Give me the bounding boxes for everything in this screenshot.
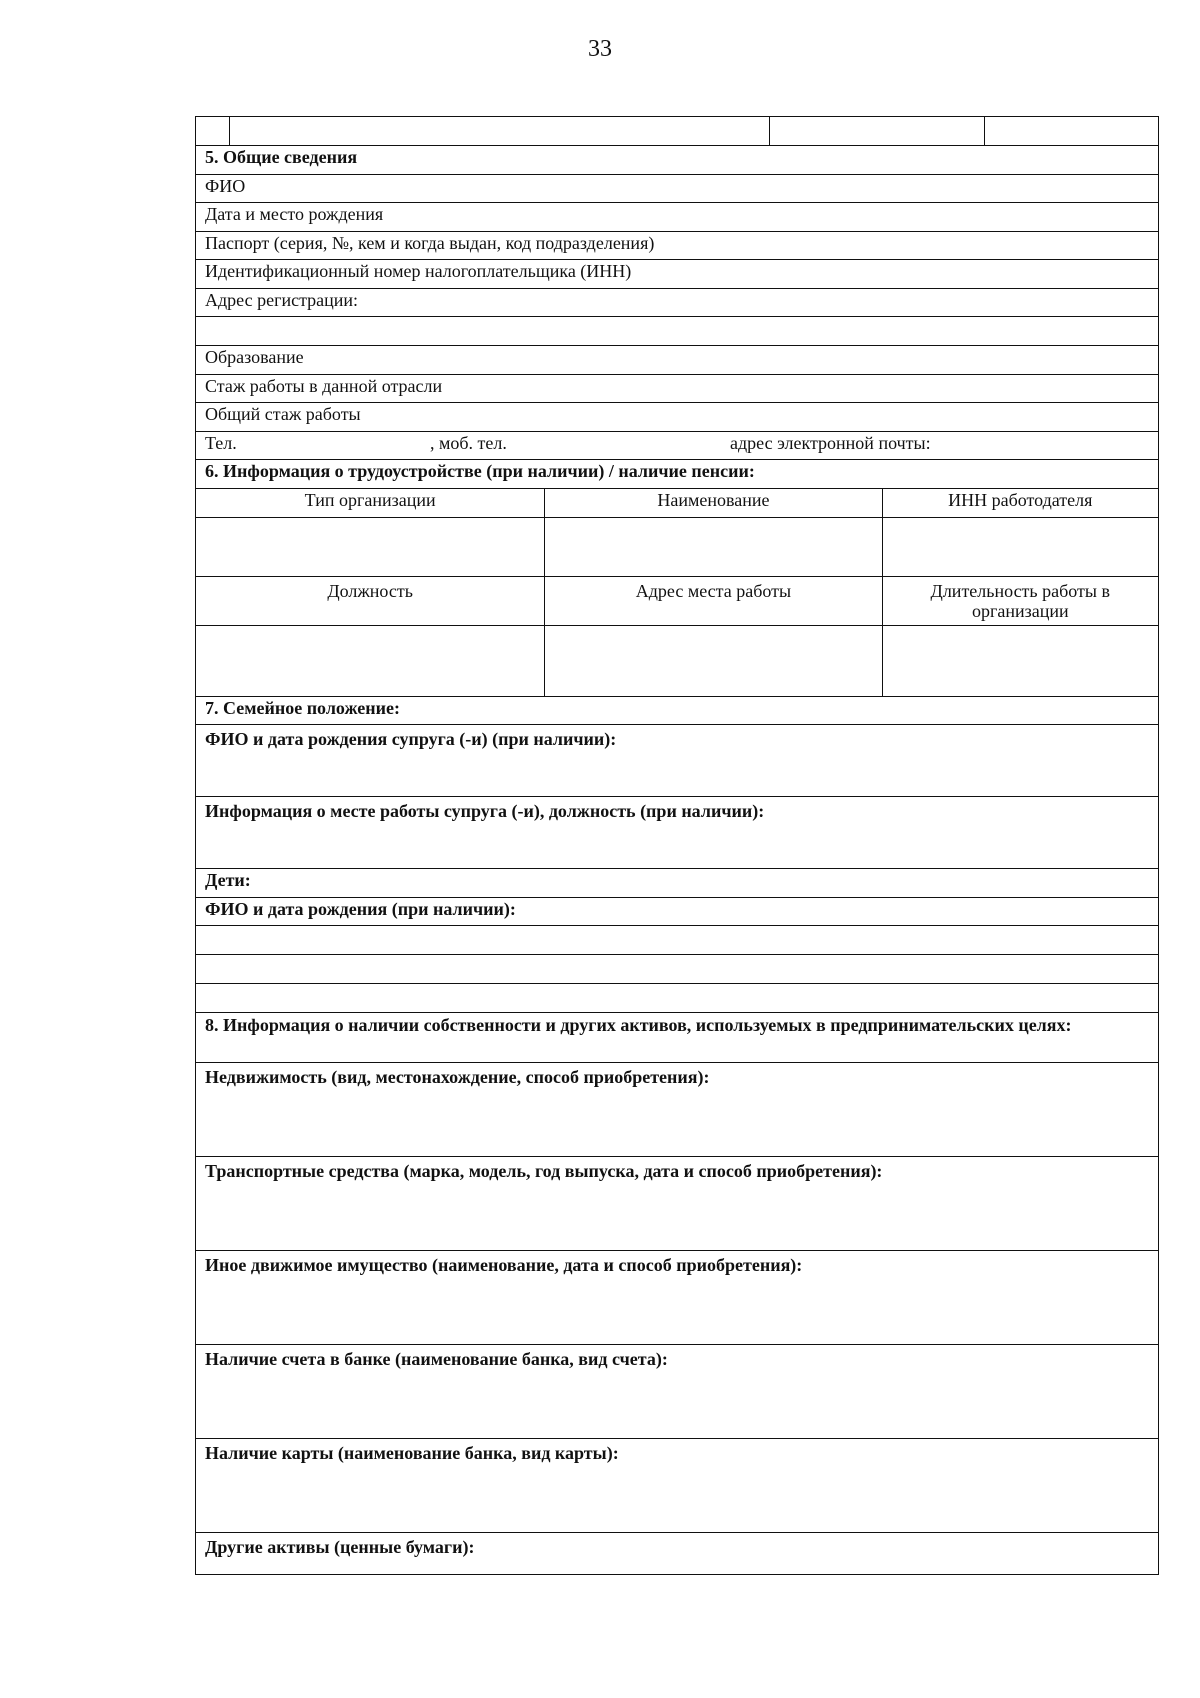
birth-date-place-field[interactable]: Дата и место рождения [196, 203, 1158, 232]
work-address-cell[interactable] [545, 626, 882, 696]
movables-field[interactable]: Иное движимое имущество (наименование, дата и способ приобретения): [196, 1251, 1158, 1345]
top-cell-4[interactable] [985, 117, 1158, 145]
child-row[interactable] [196, 926, 1158, 955]
spouse-work-field[interactable]: Информация о месте работы супруга (-и), должность (при наличии): [196, 797, 1158, 869]
org-type-cell[interactable] [196, 518, 545, 576]
contacts-row[interactable] [196, 432, 1158, 461]
address-label: Адрес регистрации: [196, 289, 1158, 318]
section8-title: 8. Информация о наличии собственности и других активов, используемых в предпринимательских целях: [196, 1013, 1158, 1063]
work-duration-header: Длительность работы в организации [930, 580, 1111, 622]
section7-title: 7. Семейное положение: [196, 697, 1158, 726]
employer-inn-cell[interactable] [883, 518, 1158, 576]
employment-value-row-1 [196, 518, 1158, 577]
top-cell-3[interactable] [770, 117, 985, 145]
questionnaire-form [195, 116, 1159, 1575]
card-field[interactable]: Наличие карты (наименование банка, вид карты): [196, 1439, 1158, 1533]
other-assets-field[interactable]: Другие активы (ценные бумаги): [205, 1537, 475, 1557]
spouse-field[interactable]: ФИО и дата рождения супруга (-и) (при наличии): [196, 725, 1158, 797]
work-address-header: Адрес места работы [545, 577, 882, 625]
inn-field[interactable]: Идентификационный номер налогоплательщика (ИНН) [196, 260, 1158, 289]
email-label: адрес электронной почты: [730, 432, 931, 453]
address-value-field[interactable] [196, 317, 1158, 346]
org-type-header: Тип организации [196, 489, 545, 517]
bank-account-field[interactable]: Наличие счета в банке (наименование банка, вид счета): [196, 1345, 1158, 1439]
top-cell-2[interactable] [230, 117, 770, 145]
top-cell-1[interactable] [196, 117, 230, 145]
section5-title: 5. Общие сведения [196, 146, 1158, 175]
education-field[interactable]: Образование [196, 346, 1158, 375]
position-header: Должность [196, 577, 545, 625]
mobile-label: , моб. тел. [430, 432, 507, 453]
org-name-header: Наименование [545, 489, 882, 517]
vehicles-field[interactable]: Транспортные средства (марка, модель, год выпуска, дата и способ приобретения): [196, 1157, 1158, 1251]
passport-field[interactable]: Паспорт (серия, №, кем и когда выдан, код подразделения) [196, 232, 1158, 261]
top-partial-row [196, 117, 1158, 146]
position-cell[interactable] [196, 626, 545, 696]
employment-value-row-2 [196, 626, 1158, 697]
work-duration-cell[interactable] [883, 626, 1158, 696]
employment-header-row-1 [196, 489, 1158, 518]
fio-field[interactable]: ФИО [196, 175, 1158, 204]
page-number: 33 [588, 36, 612, 62]
section6-title: 6. Информация о трудоустройстве (при наличии) / наличие пенсии: [196, 460, 1158, 489]
child-row[interactable] [196, 984, 1158, 1013]
total-experience-field[interactable]: Общий стаж работы [196, 403, 1158, 432]
industry-experience-field[interactable]: Стаж работы в данной отрасли [196, 375, 1158, 404]
child-row[interactable] [196, 955, 1158, 984]
employment-header-row-2 [196, 577, 1158, 626]
children-label: Дети: [196, 869, 1158, 898]
children-fio-label: ФИО и дата рождения (при наличии): [196, 898, 1158, 927]
real-estate-field[interactable]: Недвижимость (вид, местонахождение, способ приобретения): [196, 1063, 1158, 1157]
employer-inn-header: ИНН работодателя [948, 489, 1093, 510]
phone-label: Тел. [205, 432, 237, 453]
org-name-cell[interactable] [545, 518, 882, 576]
